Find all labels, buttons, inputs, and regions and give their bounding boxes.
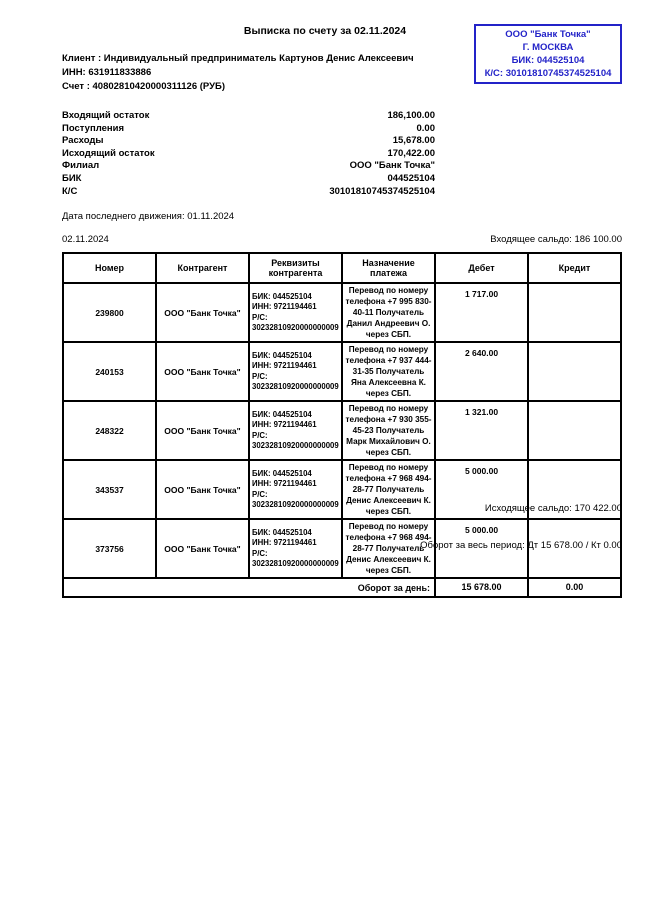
statement-date-row	[62, 234, 622, 245]
cell-credit	[528, 283, 621, 342]
bank-city: Г. МОСКВА	[522, 42, 574, 53]
summary-value: 30101810745374525104	[329, 185, 435, 197]
header-credit: Кредит	[528, 253, 621, 283]
statement-date: 02.11.2024	[62, 234, 109, 245]
period-turnover: Оборот за весь период: Дт 15 678.00 / Кт 0.00	[420, 540, 622, 551]
summary-label: Входящий остаток	[62, 110, 150, 121]
cell-purpose: Перевод по номеру телефона +7 937 444-31-35 Получатель Яна Алексеевна К. через СБП.	[342, 342, 435, 401]
cell-debit: 5 000.00	[435, 519, 528, 578]
table-row	[63, 342, 621, 401]
cell-purpose: Перевод по номеру телефона +7 930 355-45-23 Получатель Марк Михайлович О. через СБП.	[342, 401, 435, 460]
bank-corr-account: К/С: 30101810745374525104	[484, 68, 612, 79]
summary-label: Филиал	[62, 160, 100, 172]
summary-label: Поступления	[62, 122, 125, 134]
header-debit: Дебет	[435, 253, 528, 283]
header-details: Реквизиты контрагента	[249, 253, 342, 283]
summary-value: 170,422.00	[387, 147, 435, 159]
cell-details: БИК: 044525104 ИНН: 9721194461 Р/С: 30232810920000000009	[249, 283, 342, 342]
header-counterparty: Контрагент	[156, 253, 249, 283]
cell-counterparty: ООО "Банк Точка"	[156, 401, 249, 460]
header-purpose: Назначение платежа	[342, 253, 435, 283]
cell-credit	[528, 342, 621, 401]
summary-row	[62, 186, 435, 199]
cell-debit: 1 321.00	[435, 401, 528, 460]
summary-value: 186,100.00	[387, 110, 435, 121]
summary-value: 15,678.00	[392, 135, 435, 147]
summary-row	[62, 148, 435, 161]
statement-title: Выписка по счету за 02.11.2024	[243, 25, 407, 37]
summary-row	[62, 110, 435, 123]
cell-purpose: Перевод по номеру телефона +7 968 494-28-77 Получатель Денис Алексеевич К. через СБП.	[342, 519, 435, 578]
header-number: Номер	[63, 253, 156, 283]
last-movement-date: Дата последнего движения: 01.11.2024	[62, 211, 235, 222]
daily-total-row	[63, 578, 621, 597]
summary-label: Расходы	[62, 135, 104, 147]
cell-counterparty: ООО "Банк Точка"	[156, 283, 249, 342]
table-row	[63, 283, 621, 342]
cell-debit: 1 717.00	[435, 283, 528, 342]
cell-credit	[528, 401, 621, 460]
table-header-row	[63, 253, 621, 283]
balance-summary	[62, 110, 435, 198]
summary-value: ООО "Банк Точка"	[349, 160, 435, 172]
cell-details: БИК: 044525104 ИНН: 9721194461 Р/С: 30232810920000000009	[249, 460, 342, 519]
cell-number: 239800	[63, 283, 156, 342]
cell-number: 373756	[63, 519, 156, 578]
cell-debit: 2 640.00	[435, 342, 528, 401]
client-account-line: Счет : 40802810420000311126 (РУБ)	[62, 81, 226, 92]
summary-label: К/С	[62, 185, 78, 197]
summary-row	[62, 135, 435, 148]
summary-value: 044525104	[387, 172, 435, 184]
client-name-line: Клиент : Индивидуальный предприниматель Картунов Денис Алексеевич	[62, 53, 414, 64]
cell-counterparty: ООО "Банк Точка"	[156, 460, 249, 519]
bank-name: ООО "Банк Точка"	[505, 29, 591, 40]
summary-label: Исходящий остаток	[62, 147, 155, 159]
cell-debit: 5 000.00	[435, 460, 528, 519]
cell-purpose: Перевод по номеру телефона +7 968 494-28-77 Получатель Денис Алексеевич К. через СБП.	[342, 460, 435, 519]
cell-counterparty: ООО "Банк Точка"	[156, 519, 249, 578]
opening-balance: Входящее сальдо: 186 100.00	[490, 234, 622, 245]
daily-total-label: Оборот за день:	[63, 578, 435, 597]
cell-details: БИК: 044525104 ИНН: 9721194461 Р/С: 30232810920000000009	[249, 519, 342, 578]
summary-row	[62, 173, 435, 186]
client-inn-line: ИНН: 631911833886	[62, 67, 152, 78]
cell-purpose: Перевод по номеру телефона +7 995 830-40-11 Получатель Данил Андреевич О. через СБП.	[342, 283, 435, 342]
bank-stamp-box	[474, 24, 622, 84]
summary-row	[62, 160, 435, 173]
closing-balance: Исходящее сальдо: 170 422.00	[484, 503, 622, 514]
client-block	[62, 52, 414, 94]
table-row	[63, 401, 621, 460]
cell-number: 240153	[63, 342, 156, 401]
daily-total-debit: 15 678.00	[435, 578, 528, 597]
summary-label: БИК	[62, 172, 82, 184]
cell-number: 248322	[63, 401, 156, 460]
bank-bik: БИК: 044525104	[511, 55, 585, 66]
cell-details: БИК: 044525104 ИНН: 9721194461 Р/С: 30232810920000000009	[249, 342, 342, 401]
summary-row	[62, 123, 435, 136]
daily-total-credit: 0.00	[528, 578, 621, 597]
cell-details: БИК: 044525104 ИНН: 9721194461 Р/С: 30232810920000000009	[249, 401, 342, 460]
summary-value: 0.00	[416, 122, 435, 134]
cell-counterparty: ООО "Банк Точка"	[156, 342, 249, 401]
cell-number: 343537	[63, 460, 156, 519]
